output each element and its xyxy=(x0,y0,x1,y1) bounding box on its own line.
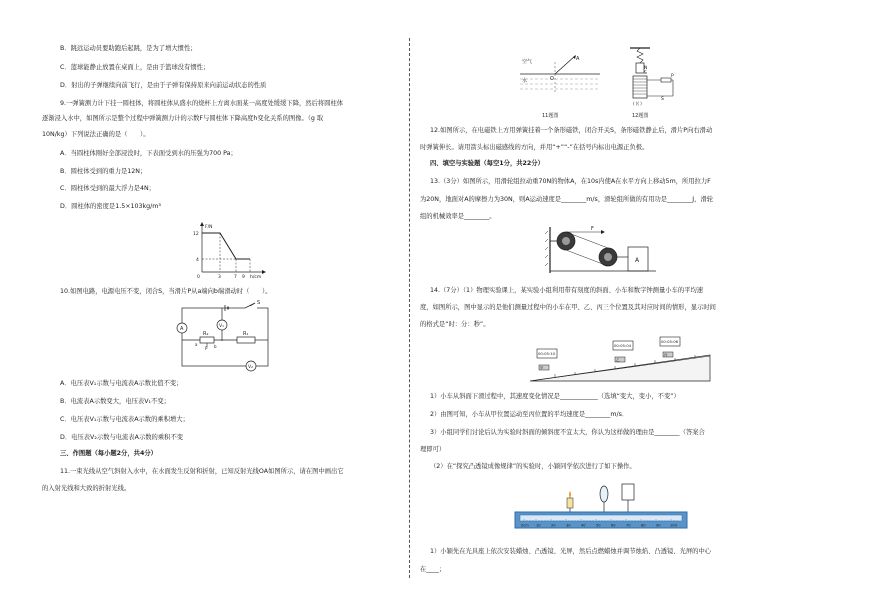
bench-tick: 30 xyxy=(566,523,571,528)
q9-text-2: 逐渐浸入水中，如图所示是整个过程中弹簧测力计的示数F与圆柱体下降高度h变化关系的图像。（g 取 xyxy=(42,115,324,122)
q14-text-3: 的格式是“时：分：秒”。 xyxy=(420,321,490,328)
bench-tick: 70 xyxy=(626,523,631,528)
rheostat-b: b xyxy=(214,344,217,349)
rheostat-a: a xyxy=(195,342,198,347)
section-3-heading: 三、作图题（每小题2分，共4分） xyxy=(60,450,157,457)
slider-p-label: P xyxy=(671,74,674,79)
q10-option-c: C．电压表V₁示数与电流表A示数的乘积增大； xyxy=(60,416,189,423)
graph-x-label: h/cm xyxy=(250,275,262,280)
graph-tick-9: 9 xyxy=(242,275,245,280)
q13-text-1: 13.（3分）如图所示，用滑轮组拉动重70N的物体A，在10s内使A在水平方向上移动5m，所用拉力F xyxy=(430,178,711,185)
q14-text-2: 度，如图所示，图中显示的是他们测量过程中的小车在甲、乙、丙三个位置及其对应时间的情形，显示时间 xyxy=(420,304,716,311)
pulley-system-figure xyxy=(548,225,658,275)
force-height-graph xyxy=(190,222,270,278)
column-divider xyxy=(409,38,410,578)
r2-label: R₂ xyxy=(203,331,209,337)
q14-sub-2: 2）由图可知，小车从甲位置运动至丙位置的平均速度是________m/s． xyxy=(430,411,629,418)
r1-label: R₁ xyxy=(243,331,249,337)
polarity-brackets: ( )( ) xyxy=(633,101,642,106)
magnet-n-label: N xyxy=(644,66,648,71)
q8-option-b: B．跳远运动员要助跑后起跳，是为了增大惯性； xyxy=(60,45,197,52)
section-4-heading: 四、填空与实验题（每空1分，共22分） xyxy=(430,160,544,167)
q11-text-2: 的入射光线和大致的折射光线。 xyxy=(42,485,131,492)
q14-sub-3b: 理即可） xyxy=(420,446,446,453)
graph-tick-4: 4 xyxy=(196,258,199,263)
voltmeter-v2-label: V₂ xyxy=(248,365,253,370)
incline-ramp-figure xyxy=(525,335,715,385)
fig11-point-a: A xyxy=(576,56,580,62)
bench-tick: 100 xyxy=(670,523,677,528)
force-f-label: F xyxy=(591,226,594,232)
graph-y-label: F/N xyxy=(205,225,213,230)
bench-tick: 10 xyxy=(536,523,541,528)
bench-tick: 50 xyxy=(596,523,601,528)
q14-part-2: （2）在“探究凸透镜成像规律”的实验时，小颖同学依次进行了如下操作。 xyxy=(430,463,636,470)
q10-option-b: B．电流表A示数变大，电压表V₁不变； xyxy=(60,398,170,405)
magnet-s-label: S xyxy=(644,71,647,76)
q14-text-1: 14.（7分）（1）物理实验课上，某实验小组利用带有刻度的斜面、小车和数字钟测量小车的平均速 xyxy=(430,287,704,294)
q10-option-a: A．电压表V₁示数与电流表A示数比值不变； xyxy=(60,380,183,387)
fig11-point-o: O xyxy=(550,76,554,82)
q14-sub-3a: 3）小组同学们讨论后认为实验时斜面的倾斜度不宜太大，你认为这样做的理由是________（答案合 xyxy=(430,429,705,436)
circuit-diagram xyxy=(175,300,275,372)
q9-option-d: D．圆柱体的密度是1.5×103kg/m³ xyxy=(60,203,161,210)
ammeter-label: A xyxy=(180,326,184,332)
q9-text-3: 10N/kg）下列说法正确的是（ ）。 xyxy=(42,131,150,138)
bench-tick: 60 xyxy=(611,523,616,528)
graph-tick-3: 3 xyxy=(218,275,221,280)
graph-tick-12: 12 xyxy=(193,232,199,237)
voltmeter-v1-label: V₁ xyxy=(219,324,224,329)
clock-2: 00:05:04 xyxy=(614,343,632,348)
switch-label: S xyxy=(257,300,261,306)
figure-11-caption: 11题图 xyxy=(542,113,559,119)
clock-1: 00:05:10 xyxy=(538,351,556,356)
figure-11-light-refraction xyxy=(520,52,600,102)
position-bing: 丙 xyxy=(664,353,668,357)
q14-sub-1: 1）小车从斜面下滑过程中，其速度变化情况是____________（选填“变大，变小，不变”） xyxy=(430,393,680,400)
q12-text-1: 12.如图所示，在电磁铁上方用弹簧挂着一个条形磁铁，闭合开关S，条形磁铁静止后，滑片P向右滑动 xyxy=(430,127,713,134)
q8-option-c: C．篮球能静止放置在桌面上，是由于篮球没有惯性； xyxy=(60,64,210,71)
q9-text-1: 9.一弹簧测力计下挂一圆柱体，将圆柱体从盛水的烧杯上方离水面某一高度处缓缓下降，然后将圆柱体 xyxy=(60,100,344,107)
bench-tick: 20 xyxy=(551,523,556,528)
q10-text: 10.如图电路，电源电压不变，闭合S，当滑片P从a端向b端滑动时（ ）。 xyxy=(60,288,272,295)
figure-12-electromagnet xyxy=(625,46,685,106)
graph-tick-7: 7 xyxy=(234,275,237,280)
q8-option-d: D．射出的子弹继续向前飞行，是由于子弹有保持原来向前运动状态的性质 xyxy=(60,82,267,89)
q9-option-a: A．当圆柱体刚好全部浸没时，下表面受到水的压强为700 Pa； xyxy=(60,150,237,157)
q10-option-d: D．电压表V₂示数与电流表A示数的乘积不变 xyxy=(60,434,184,441)
q14-2-sub-1a: 1）小颖先在光具座上依次安装蜡烛、凸透镜、光屏，然后点燃蜡烛并调节烛焰、凸透镜、光屏的中心 xyxy=(430,548,712,555)
fig11-water-label: 水 xyxy=(522,78,528,84)
figure-12-caption: 12题图 xyxy=(632,113,649,119)
q11-text-1: 11.一束光线从空气斜射入水中，在水面发生反射和折射，已知反射光线OA如图所示，请在图中画出它 xyxy=(60,468,344,475)
q9-option-b: B．圆柱体受到的重力是12N； xyxy=(60,168,147,175)
q14-2-sub-1b: 在____； xyxy=(420,566,446,573)
q12-text-2: 时弹簧伸长。请用箭头标出磁感线的方向，并用“+”“-”在括号内标出电源正负极。 xyxy=(420,144,649,151)
bench-tick: 90 xyxy=(656,523,661,528)
q9-option-c: C．圆柱体受到的最大浮力是4N； xyxy=(60,185,155,192)
fig11-air-label: 空气 xyxy=(522,59,533,65)
bench-tick: 80 xyxy=(641,523,646,528)
optical-bench-figure xyxy=(512,478,692,534)
block-a-label: A xyxy=(635,257,640,264)
switch-s-label: S xyxy=(661,97,664,102)
position-yi: 乙 xyxy=(616,358,620,362)
bench-zero-mark: 0cm xyxy=(521,523,529,528)
slider-p: P xyxy=(205,346,208,351)
q13-text-2: 为20N，地面对A的摩擦力为30N，则A运动速度是________m/s，滑轮组所做的有用功是________J，滑轮 xyxy=(420,196,714,203)
position-jia: 甲 xyxy=(540,366,544,370)
q13-text-3: 组的机械效率是________。 xyxy=(420,213,496,220)
bench-tick: 40 xyxy=(581,523,586,528)
graph-tick-0: 0 xyxy=(197,275,200,280)
clock-3: 00:05:06 xyxy=(661,339,679,344)
